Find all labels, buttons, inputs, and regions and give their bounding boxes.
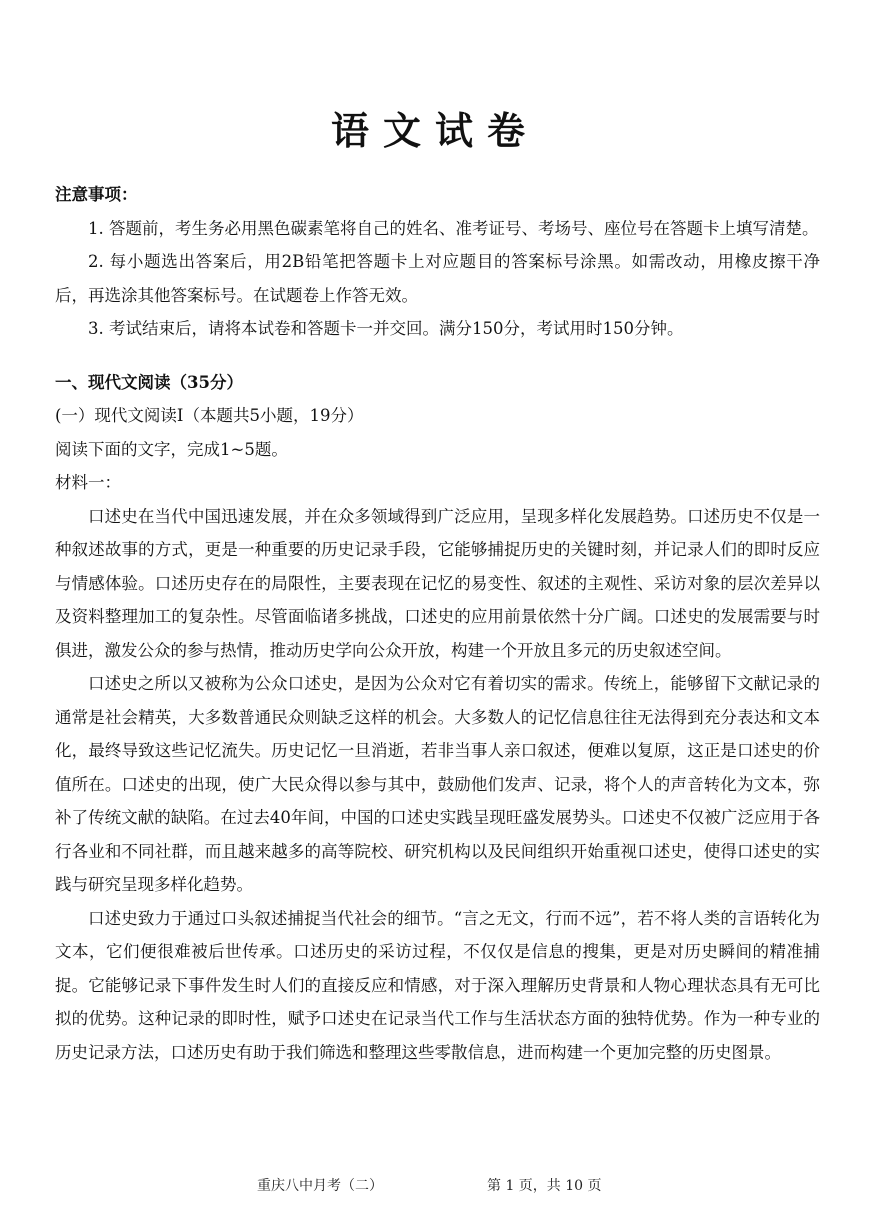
passage-paragraph-1: 口述史在当代中国迅速发展，并在众多领域得到广泛应用，呈现多样化发展趋势。口述历史不仅是一种叙述故事的方式，更是一种重要的历史记录手段，它能够捕捉历史的关键时刻，并记录人们的即时反应与情感体验。口述历史存在的局限性，主要表现在记忆的易变性、叙述的主观性、采访对象的层次差异以及资料整理加工的复杂性。尽管面临诸多挑战，口述史的应用前景依然十分广阔。口述史的发展需要与时俱进，激发公众的参与热情，推动历史学向公众开放，构建一个开放且多元的历史叙述空间。 <box>55 506 820 660</box>
footer-exam-name: 重庆八中月考（二） <box>257 1178 383 1194</box>
notice-heading: 注意事项： <box>55 185 138 204</box>
section-gap <box>55 346 820 366</box>
page-title: 语文试卷 <box>330 108 539 153</box>
footer-page-number: 第 1 页，共 10 页 <box>487 1178 602 1194</box>
section-heading: 一、现代文阅读（35分） <box>55 372 243 392</box>
passage-paragraph-3: 口述史致力于通过口头叙述捕捉当代社会的细节。“言之无文，行而不远”，若不将人类的言语转化为文本，它们便很难被后世传承。口述历史的采访过程，不仅仅是信息的搜集，更是对历史瞬间的精准捕捉。它能够记录下事件发生时人们的直接反应和情感，对于深入理解历史背景和人物心理状态具有无可比拟的优势。这种记录的即时性，赋予口述史在记录当代工作与生活状态方面的独特优势。作为一种专业的历史记录方法，口述历史有助于我们筛选和整理这些零散信息，进而构建一个更加完整的历史图景。 <box>55 908 820 1062</box>
reading-instruction: 阅读下面的文字，完成1~5题。 <box>55 439 288 459</box>
notice-item-2: 2. 每小题选出答案后，用2B铅笔把答题卡上对应题目的答案标号涂黑。如需改动，用橡皮擦干净后，再选涂其他答案标号。在试题卷上作答无效。 <box>55 252 820 305</box>
notice-item-3: 3. 考试结束后，请将本试卷和答题卡一并交回。满分150分，考试用时150分钟。 <box>88 319 684 338</box>
exam-content <box>55 178 820 1069</box>
section-subheading: (一）现代文阅读Ⅰ（本题共5小题，19分） <box>55 406 364 425</box>
passage-paragraph-2: 口述史之所以又被称为公众口述史，是因为公众对它有着切实的需求。传统上，能够留下文献记录的通常是社会精英，大多数普通民众则缺乏这样的机会。大多数人的记忆信息往往无法得到充分表达和文本化，最终导致这些记忆流失。历史记忆一旦消逝，若非当事人亲口叙述，便难以复原，这正是口述史的价值所在。口述史的出现，使广大民众得以参与其中，鼓励他们发声、记录，将个人的声音转化为文本，弥补了传统文献的缺陷。在过去40年间，中国的口述史实践呈现旺盛发展势头。口述史不仅被广泛应用于各行各业和不同社群，而且越来越多的高等院校、研究机构以及民间组织开始重视口述史，使得口述史的实践与研究呈现多样化趋势。 <box>55 674 820 894</box>
material-label: 材料一： <box>55 473 121 492</box>
notice-item-1: 1. 答题前，考生务必用黑色碳素笔将自己的姓名、准考证号、考场号、座位号在答题卡上填写清楚。 <box>88 218 819 238</box>
